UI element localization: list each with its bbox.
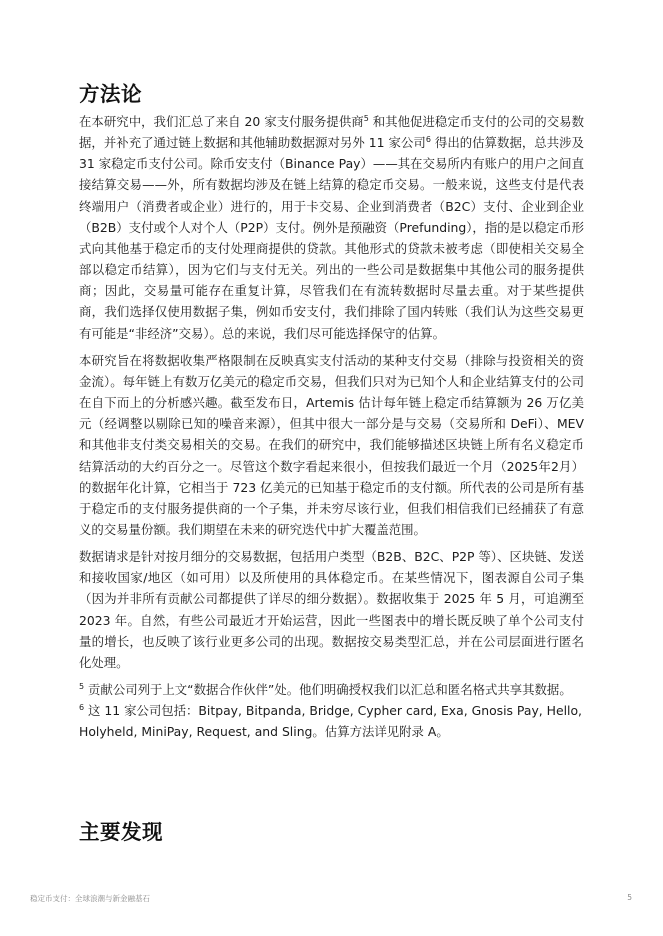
- section-heading-methodology: 方法论: [79, 82, 142, 106]
- footnote-mark-6: 6: [79, 703, 85, 713]
- paragraph-2: 本研究旨在将数据收集严格限制在反映真实支付活动的某种支付交易（排除与投资相关的资金流）。每年链上有数万亿美元的稳定币交易，但我们只对为已知个人和企业结算支付的公司在自下而上的分析感兴趣。截至发布日，Artemis 估计每年链上稳定币结算额为 26 万亿美元（经调整以剔除已知的噪音来源），但其中很大一部分是与交易（交易所和 DeFi）、MEV 和其他非支付类交易相关的交易。在我们的研究中，我们能够描述区块链上所有名义稳定币结算活动的大约百分之一。尽管这个数字看起来很小，但按我们最近一个月（2025年2月）的数据年化计算，它相当于 723 亿美元的已知基于稳定币的支付额。所代表的公司是所有基于稳定币的支付服务提供商的一个子集，并未穷尽该行业，但我们相信我们已经捕获了有意义的交易量份额。我们期望在未来的研究迭代中扩大覆盖范围。: [79, 352, 584, 537]
- footnote-ref-6[interactable]: 6: [425, 135, 431, 145]
- footnote-mark-5: 5: [79, 682, 85, 692]
- footnote-ref-5[interactable]: 5: [363, 114, 369, 123]
- paragraph-1-part-c: 得出的估算数据，总共涉及 31 家稳定币支付公司。除币安支付（Binance Pay）——其在交易所内有账户的用户之间直接结算交易——外，所有数据均涉及在链上结算的稳定币交易。一般来说，这些支付是代表终端用户（消费者或企业）进行的，用于卡交易、企业到消费者（B2C）支付、企业到企业（B2B）支付或个人对个人（P2P）支付。例外是预融资（Prefunding），指的是以稳定币形式向其他基于稳定币的支付处理商提供的贷款。其他形式的贷款未被考虑（即使相关交易全部以稳定币结算），因为它们与支付无关。列出的一些公司是数据集中其他公司的服务提供商；因此，交易量可能存在重复计算，尽管我们在有流转数据时尽量去重。对于某些提供商，我们选择仅使用数据子集，例如币安支付，我们排除了国内转账（我们认为这些交易更有可能是“非经济”交易）。总的来说，我们尽可能选择保守的估算。: [79, 135, 584, 341]
- footnote-5: [79, 679, 584, 700]
- footnote-5-text: 贡献公司列于上文“数据合作伙伴”处。他们明确授权我们以汇总和匿名格式共享其数据。: [84, 682, 572, 698]
- footnote-6: [79, 700, 584, 742]
- footnote-6-text: 这 11 家公司包括：Bitpay, Bitpanda, Bridge, Cypher card, Exa, Gnosis Pay, Hello, Holyheld, MiniPay, Request, and Sling。估算方法详见附录 A。: [79, 703, 582, 740]
- paragraph-3: 数据请求是针对按月细分的交易数据，包括用户类型（B2B、B2C、P2P 等）、区块链、发送和接收国家/地区（如可用）以及所使用的具体稳定币。在某些情况下，图表源自公司子集（因为并非所有贡献公司都提供了详尽的细分数据）。数据收集于 2025 年 5 月，可追溯至 2023 年。自然，有些公司最近才开始运营，因此一些图表中的增长既反映了单个公司支付量的增长，也反映了该行业更多公司的出现。数据按交易类型汇总，并在公司层面进行匿名化处理。: [79, 549, 584, 670]
- section-heading-findings: 主要发现: [79, 820, 163, 844]
- paragraph-1-part-a: 在本研究中，我们汇总了来自 20 家支付服务提供商: [79, 114, 364, 129]
- paragraph-1-part-b: 和其他促进稳定币支付的公司的交易数据，并补充了通过链上数据和其他辅助数据源对另外 11 家公司: [79, 114, 584, 151]
- paragraph-1: [79, 111, 584, 344]
- page-number: 5: [627, 893, 632, 902]
- body-text: [79, 111, 584, 743]
- footer-title: 稳定币支付：全球浪潮与新金融基石: [30, 894, 150, 903]
